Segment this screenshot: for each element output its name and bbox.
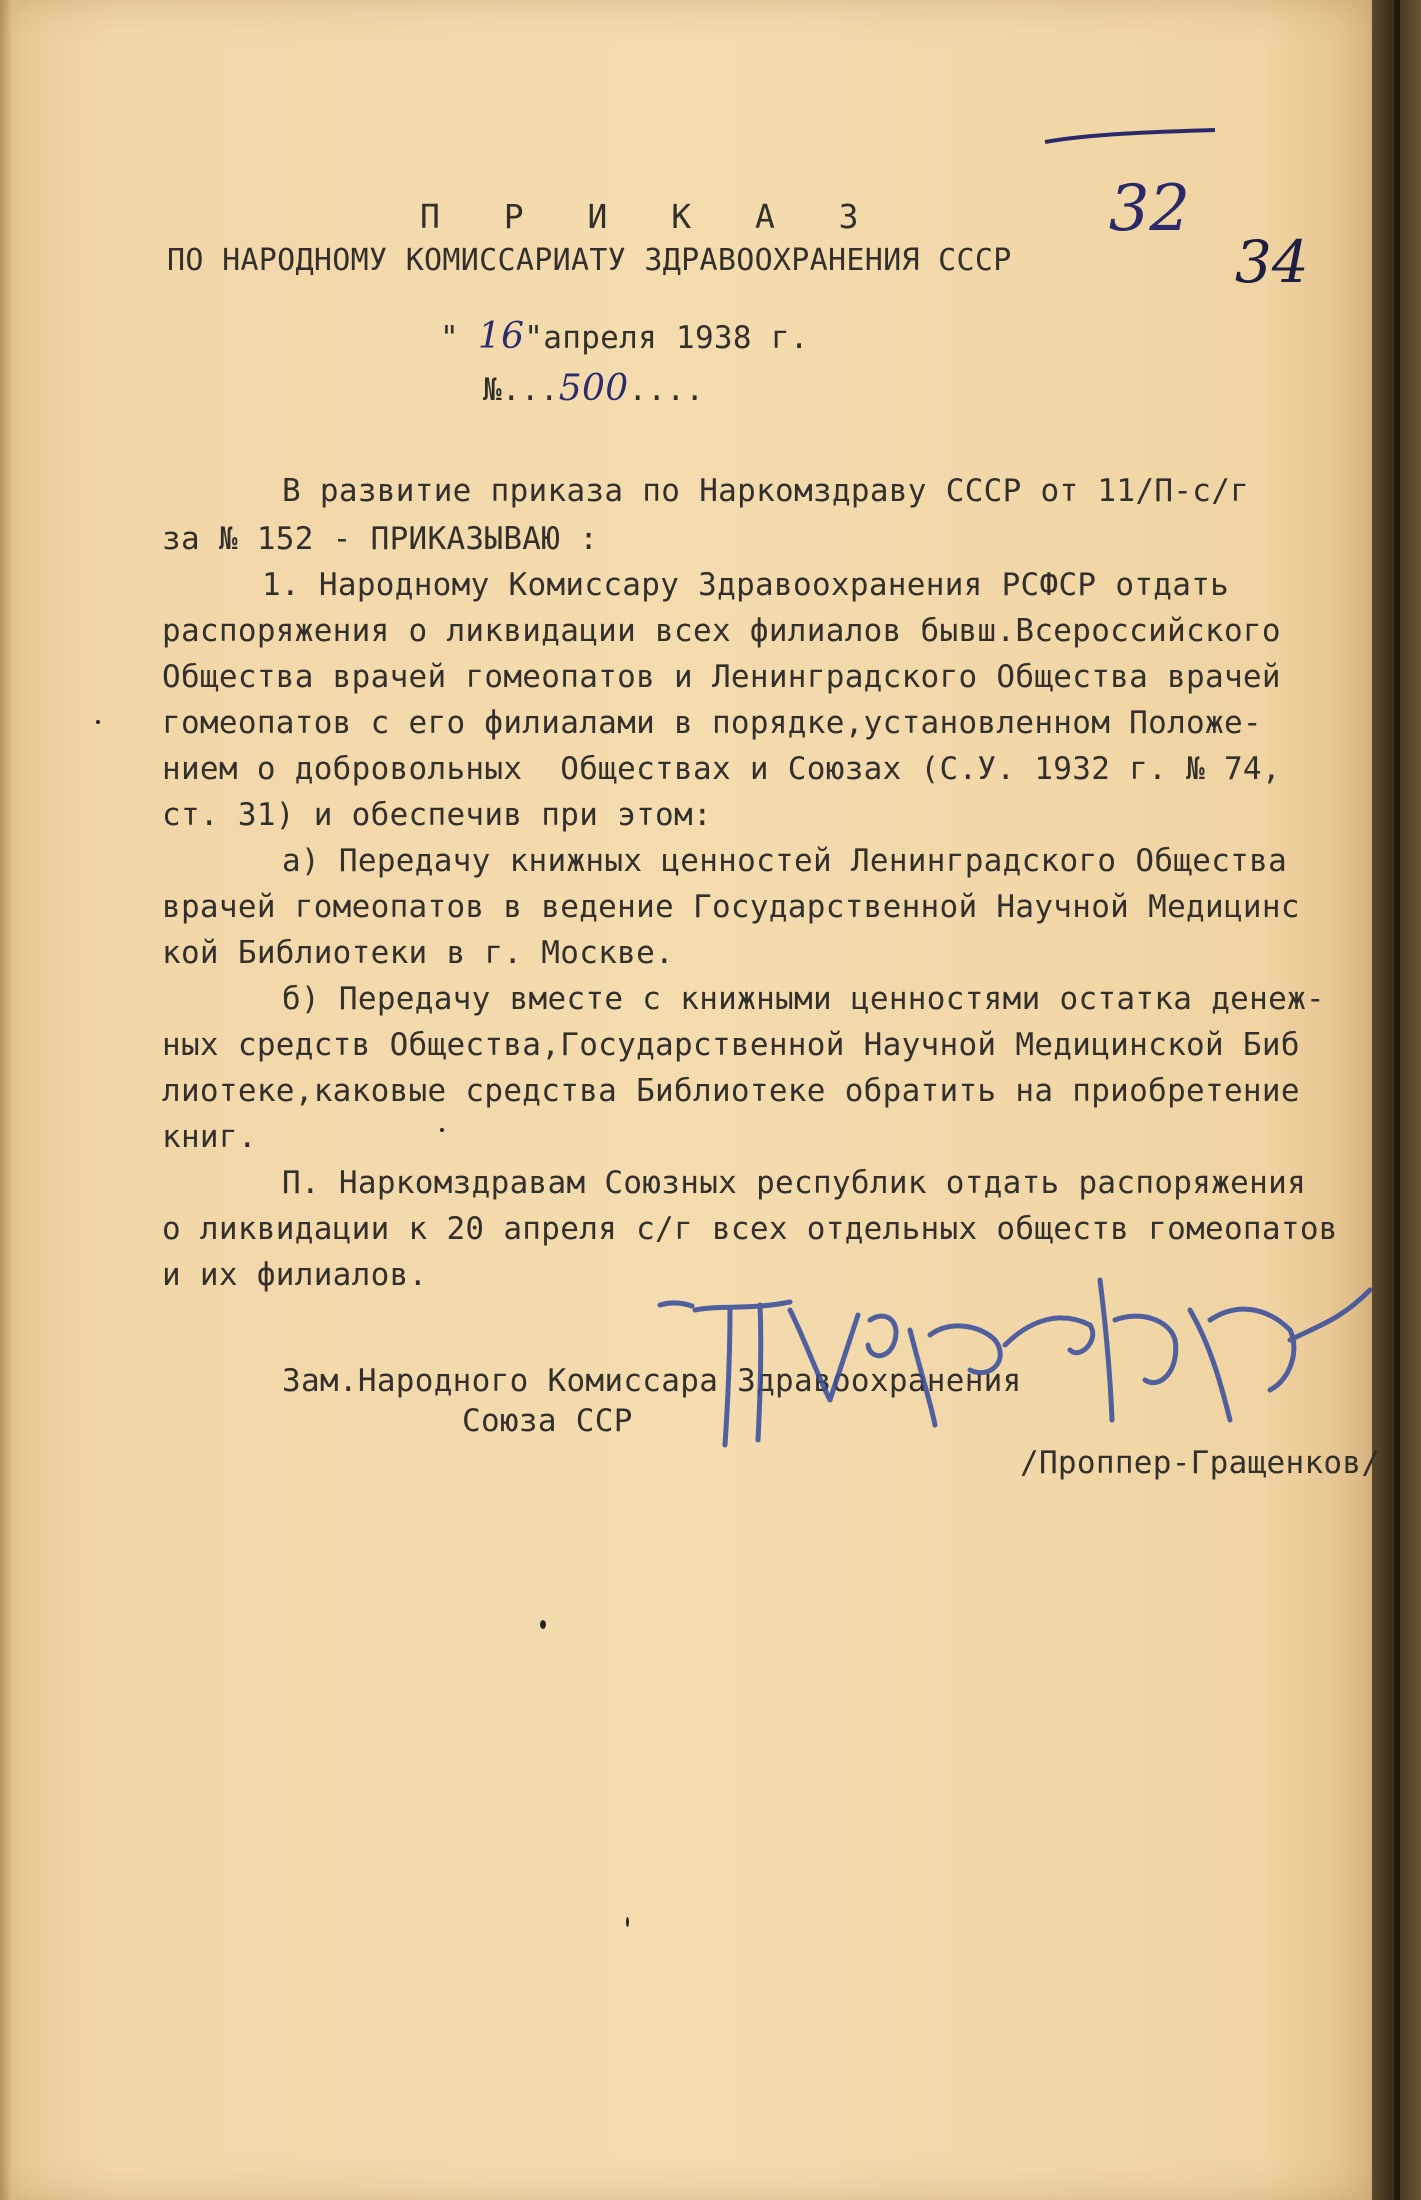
body-line: Общества врачей гомеопатов и Ленинградского Общества врачей — [162, 659, 1281, 695]
archive-crossed-number: 32 — [1108, 172, 1191, 246]
body-line: б) Передачу вместе с книжными ценностями остатка денеж- — [282, 981, 1325, 1017]
body-line: и их филиалов. — [162, 1257, 428, 1293]
document-number: №...500.... — [482, 368, 705, 409]
body-line: ст. 31) и обеспечив при этом: — [162, 797, 712, 833]
body-line: а) Передачу книжных ценностей Ленинградского Общества — [282, 843, 1288, 879]
ink-speck — [96, 720, 100, 724]
body-line: П. Наркомздравам Союзных республик отдать распоряжения — [282, 1165, 1307, 1201]
body-line: книг. — [162, 1119, 257, 1155]
ink-speck — [540, 1620, 546, 1629]
body-line: врачей гомеопатов в ведение Государственной Научной Медицинс — [162, 889, 1300, 925]
number-handwritten: 500 — [558, 368, 629, 409]
handwritten-signature — [600, 1250, 1400, 1470]
body-line: за № 152 - ПРИКАЗЫВАЮ : — [162, 521, 599, 557]
body-line: распоряжения о ликвидации всех филиалов бывш.Всероссийского — [162, 613, 1281, 649]
body-line: кой Библиотеки в г. Москве. — [162, 935, 675, 971]
body-line: В развитие приказа по Наркомздраву СССР от 11/П-с/г — [282, 473, 1250, 509]
page-left-shadow — [0, 0, 12, 2200]
signatory-position-line1: Зам.Народного Комиссара Здравоохранения — [282, 1363, 1022, 1399]
strike-through-line — [1040, 120, 1220, 160]
ink-speck — [626, 1917, 629, 1927]
date-day-handwritten: 16 — [477, 316, 525, 357]
document-date: " 16"апреля 1938 г. — [439, 316, 809, 357]
binding-edge — [1372, 0, 1421, 2200]
body-line: гомеопатов с его филиалами в порядке,установленном Положе- — [162, 705, 1262, 741]
body-line: ных средств Общества,Государственной Научной Медицинской Биб — [162, 1027, 1300, 1063]
body-line: о ликвидации к 20 апреля с/г всех отдельных обществ гомеопатов — [162, 1211, 1338, 1247]
signatory-position-line2: Союза ССР — [462, 1403, 633, 1439]
body-line: нием о добровольных Обществах и Союзах (С.У. 1932 г. № 74, — [162, 751, 1281, 787]
document-title: П Р И К А З — [420, 197, 881, 236]
body-line: лиотеке,каковые средства Библиотеке обратить на приобретение — [162, 1073, 1300, 1109]
ink-speck — [440, 1128, 444, 1132]
document-subtitle: ПО НАРОДНОМУ КОМИССАРИАТУ ЗДРАВООХРАНЕНИЯ СССР — [167, 243, 1012, 278]
archive-page-number: 34 — [1234, 228, 1309, 296]
signatory-name: /Проппер-Гращенков/ — [1020, 1445, 1381, 1481]
body-line: 1. Народному Комиссару Здравоохранения РСФСР отдать — [262, 567, 1230, 603]
